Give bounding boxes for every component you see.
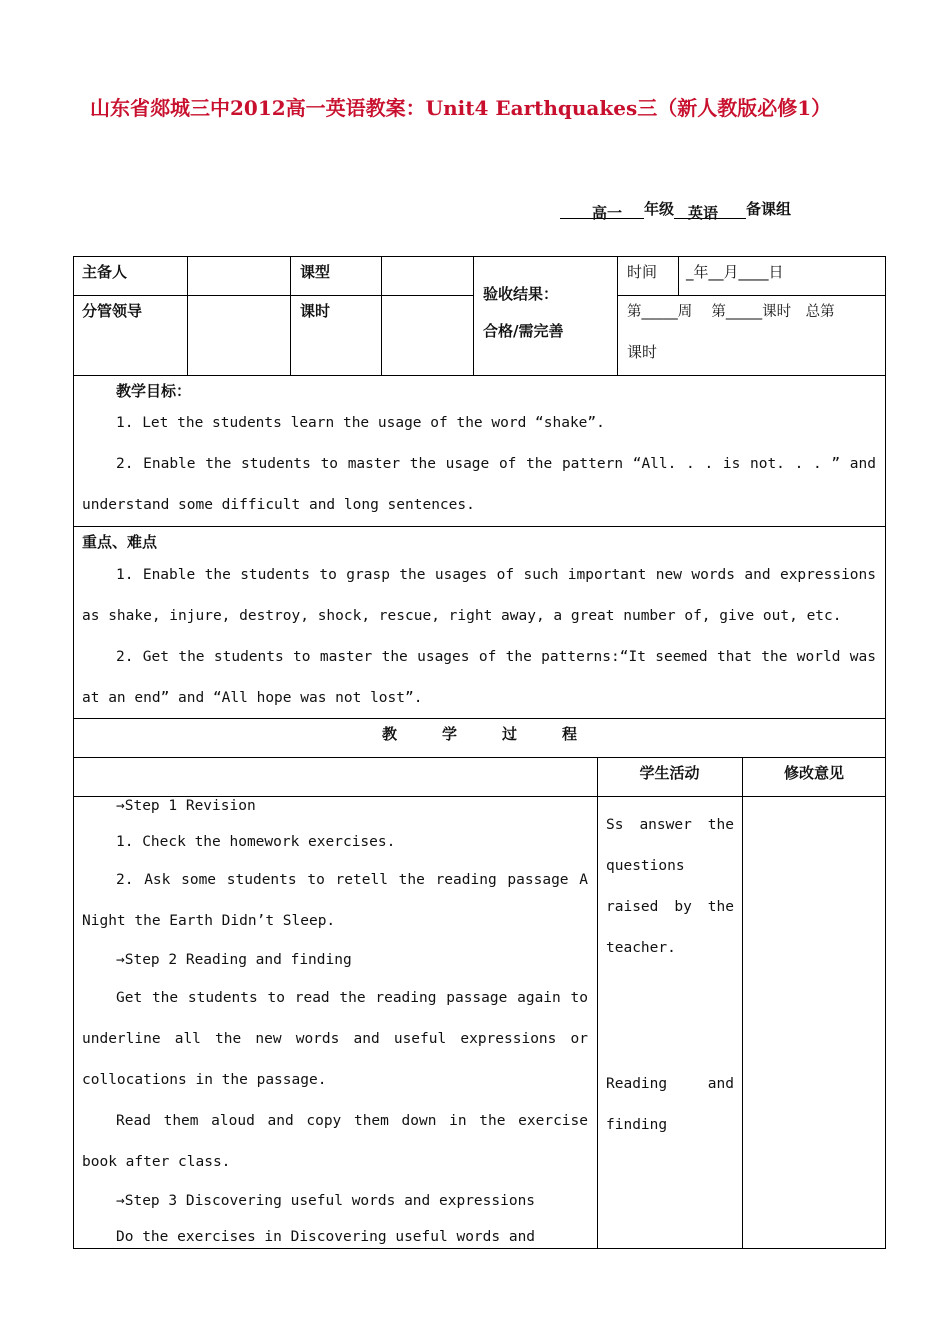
- leader-label: 分管领导: [82, 302, 143, 320]
- key-points-heading: 重点、难点: [82, 533, 158, 551]
- key-points-text: [82, 555, 876, 719]
- divider: [187, 256, 188, 376]
- divider: [617, 295, 886, 296]
- divider: [617, 256, 618, 376]
- student-activity-2: Reading and finding: [606, 1076, 734, 1133]
- grade-suffix: 年级: [644, 200, 675, 218]
- divider: [678, 256, 679, 295]
- objective-item: 1. Let the students learn the usage of the word “shake”.: [116, 415, 605, 431]
- grade-line: [560, 198, 870, 222]
- step-heading: →Step 2 Reading and finding: [116, 952, 352, 968]
- underline-blank: [560, 202, 592, 219]
- period-label: 课时: [300, 302, 331, 320]
- step-item: 1. Check the homework exercises.: [116, 834, 396, 850]
- divider: [290, 256, 291, 376]
- underline-blank: [718, 202, 746, 219]
- student-activity-header: 学生活动: [639, 764, 700, 782]
- student-activity-1: Ss answer the questions raised by the teacher.: [606, 817, 734, 956]
- divider: [73, 295, 474, 296]
- group-suffix: 备课组: [746, 200, 792, 218]
- lesson-type-label: 课型: [300, 263, 331, 281]
- grade-value: 高一: [592, 204, 623, 222]
- step-heading: →Step 1 Revision: [116, 798, 256, 814]
- step-paragraph: Get the students to read the reading passage again to underline all the new words and useful expressions or collocations in the passage.: [82, 990, 588, 1088]
- underline-blank: [622, 202, 644, 219]
- result-label: 验收结果：: [483, 285, 559, 303]
- step-paragraph: Read them aloud and copy them down in the exercise book after class.: [82, 1113, 588, 1170]
- date-template: _年__月____日: [686, 263, 784, 281]
- revision-header: 修改意见: [783, 764, 844, 782]
- process-heading: 教 学 过 程: [381, 725, 577, 743]
- divider: [381, 256, 382, 376]
- objective-item: 2. Enable the students to master the usage of the pattern “All. . . is not. . . ” and understand some difficult and long sentences.: [82, 456, 876, 513]
- process-main-text: [82, 788, 588, 1255]
- step-item: 2. Ask some students to retell the reading passage A Night the Earth Didn’t Sleep.: [82, 872, 588, 929]
- week-text: 第_____周 第_____课时 总第: [627, 304, 835, 320]
- step-heading: →Step 3 Discovering useful words and expressions: [116, 1193, 536, 1209]
- key-point-item: 2. Get the students to master the usages of the patterns:“It seemed that the world was at an end” and “All hope was not lost”.: [82, 649, 876, 706]
- time-label: 时间: [627, 263, 658, 281]
- subject-value: 英语: [688, 204, 719, 222]
- step-paragraph: Do the exercises in Discovering useful words and: [116, 1229, 536, 1245]
- week-text-2: 课时: [627, 343, 658, 361]
- underline-blank: [674, 202, 688, 219]
- divider: [473, 256, 474, 376]
- objectives-text: [82, 403, 876, 526]
- objectives-heading: 教学目标：: [116, 382, 192, 400]
- preparer-label: 主备人: [82, 263, 128, 281]
- result-options: 合格/需完善: [483, 322, 564, 340]
- page-title: 山东省郯城三中2012高一英语教案：Unit4 Earthquakes三（新人教版必修1）: [90, 96, 832, 120]
- key-point-item: 1. Enable the students to grasp the usages of such important new words and expressions as shake, injure, destroy, shock, rescue, right away, a great number of, give out, etc.: [82, 567, 876, 624]
